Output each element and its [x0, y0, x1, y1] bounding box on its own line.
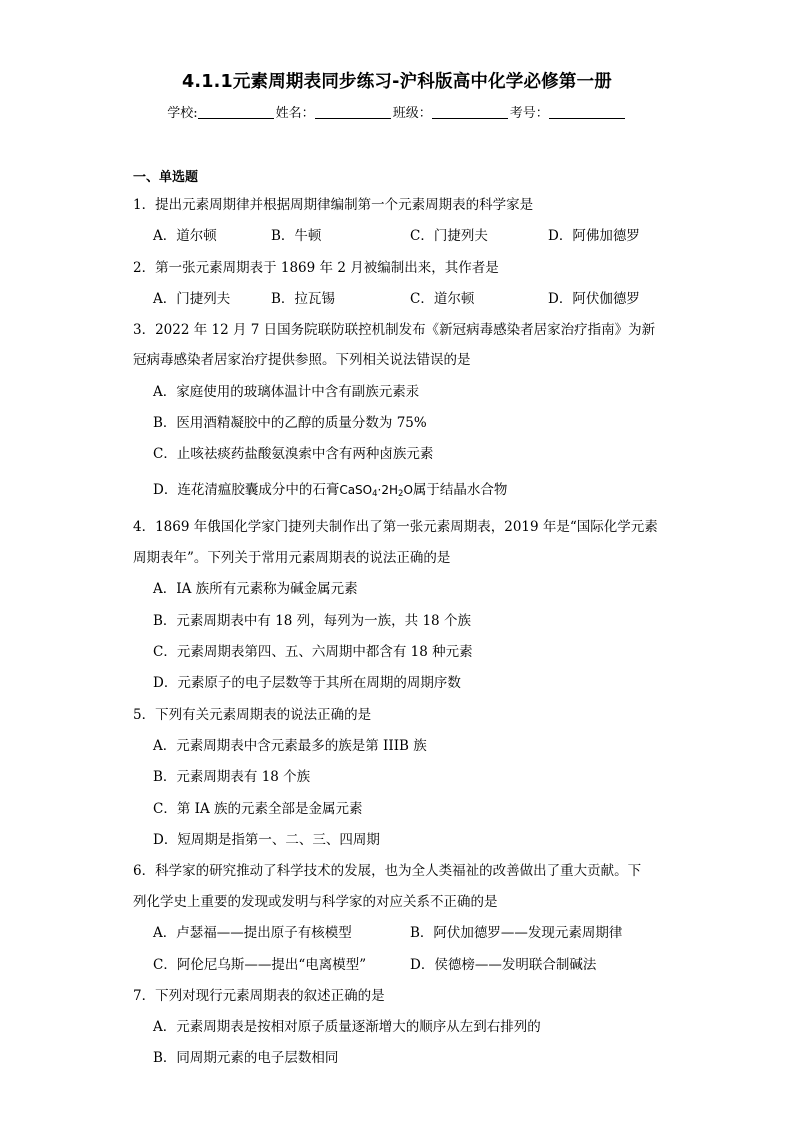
name-blank[interactable] [315, 104, 391, 119]
q7-option-a[interactable]: A．元素周期表是按相对原子质量逐渐增大的顺序从左到右排列的 [153, 1019, 541, 1035]
section-title: 一、单选题 [133, 170, 199, 185]
class-label: 班级： [392, 106, 432, 121]
question-7-stem: 7．下列对现行元素周期表的叙述正确的是 [133, 988, 385, 1004]
q4-option-d[interactable]: D．元素原子的电子层数等于其所在周期的周期序数 [153, 675, 461, 691]
question-6-stem-line1: 6．科学家的研究推动了科学技术的发展，也为全人类福祉的改善做出了重大贡献。下 [133, 863, 642, 879]
q3-option-b[interactable]: B．医用酒精凝胶中的乙醇的质量分数为 75% [153, 415, 427, 431]
formula-water-o: O [403, 483, 413, 497]
q6-option-c[interactable]: C．阿伦尼乌斯——提出“电离模型” [153, 957, 367, 973]
q3-option-a[interactable]: A．家庭使用的玻璃体温计中含有副族元素汞 [153, 384, 420, 400]
question-3-stem-line1: 3．2022 年 12 月 7 日国务院联防联控机制发布《新冠病毒感染者居家治疗指南》为新 [133, 322, 656, 338]
gypsum-formula [339, 483, 413, 497]
question-6-stem-line2: 列化学史上重要的发现或发明与科学家的对应关系不正确的是 [133, 894, 498, 910]
school-blank[interactable] [198, 104, 274, 119]
q5-option-b[interactable]: B．元素周期表有 18 个族 [153, 769, 311, 785]
class-blank[interactable] [432, 104, 508, 119]
q1-option-d[interactable]: D．阿佛加德罗 [548, 228, 640, 244]
formula-caso: CaSO [339, 483, 373, 497]
formula-water-h: ·2H [377, 483, 399, 497]
question-4-stem-line1: 4．1869 年俄国化学家门捷列夫制作出了第一张元素周期表，2019 年是“国际化学元素 [133, 519, 658, 535]
q7-option-b[interactable]: B．同周期元素的电子层数相同 [153, 1050, 339, 1066]
formula-subscript-4: 4 [372, 489, 378, 499]
name-label: 姓名： [275, 106, 315, 121]
question-1-stem: 1．提出元素周期律并根据周期律编制第一个元素周期表的科学家是 [133, 197, 534, 213]
q4-option-b[interactable]: B．元素周期表中有 18 列，每列为一族，共 18 个族 [153, 613, 471, 629]
q3-option-c[interactable]: C．止咳祛痰药盐酸氨溴索中含有两种卤族元素 [153, 446, 434, 462]
q1-option-c[interactable]: C．门捷列夫 [410, 228, 488, 244]
q2-option-b[interactable]: B．拉瓦锡 [271, 291, 335, 307]
q6-option-a[interactable]: A．卢瑟福——提出原子有核模型 [153, 925, 352, 941]
formula-subscript-2: 2 [398, 489, 404, 499]
question-3-stem-line2: 冠病毒感染者居家治疗提供参照。下列相关说法错误的是 [133, 352, 471, 368]
q2-option-d[interactable]: D．阿伏伽德罗 [548, 291, 640, 307]
q4-option-a[interactable]: A．ⅠA 族所有元素称为碱金属元素 [153, 581, 358, 597]
exam-no-blank[interactable] [549, 104, 625, 119]
q5-option-c[interactable]: C．第 IA 族的元素全部是金属元素 [153, 801, 363, 817]
q3-option-d-prefix: D．连花清瘟胶囊成分中的石膏 [153, 482, 340, 498]
q1-option-b[interactable]: B．牛顿 [271, 228, 322, 244]
q5-option-a[interactable]: A．元素周期表中含元素最多的族是第 IIIB 族 [153, 738, 427, 754]
q2-option-a[interactable]: A．门捷列夫 [153, 291, 231, 307]
question-5-stem: 5．下列有关元素周期表的说法正确的是 [133, 707, 372, 723]
q3-option-d-suffix: 属于结晶水合物 [412, 482, 508, 498]
q6-option-d[interactable]: D．侯德榜——发明联合制碱法 [410, 957, 597, 973]
question-4-stem-line2: 周期表年”。下列关于常用元素周期表的说法正确的是 [133, 550, 451, 566]
q4-option-c[interactable]: C．元素周期表第四、五、六周期中都含有 18 种元素 [153, 644, 473, 660]
q6-option-b[interactable]: B．阿伏加德罗——发现元素周期律 [410, 925, 623, 941]
q5-option-d[interactable]: D．短周期是指第一、二、三、四周期 [153, 832, 380, 848]
q3-option-d[interactable] [153, 478, 507, 499]
exam-no-label: 考号： [509, 106, 549, 121]
q1-option-a[interactable]: A．道尔顿 [153, 228, 217, 244]
question-2-stem: 2．第一张元素周期表于 1869 年 2 月被编制出来，其作者是 [133, 260, 499, 276]
page-title: 4.1.1元素周期表同步练习-沪科版高中化学必修第一册 [182, 72, 612, 92]
q2-option-c[interactable]: C．道尔顿 [410, 291, 475, 307]
school-label: 学校: [167, 106, 198, 121]
student-info-line [0, 102, 794, 121]
